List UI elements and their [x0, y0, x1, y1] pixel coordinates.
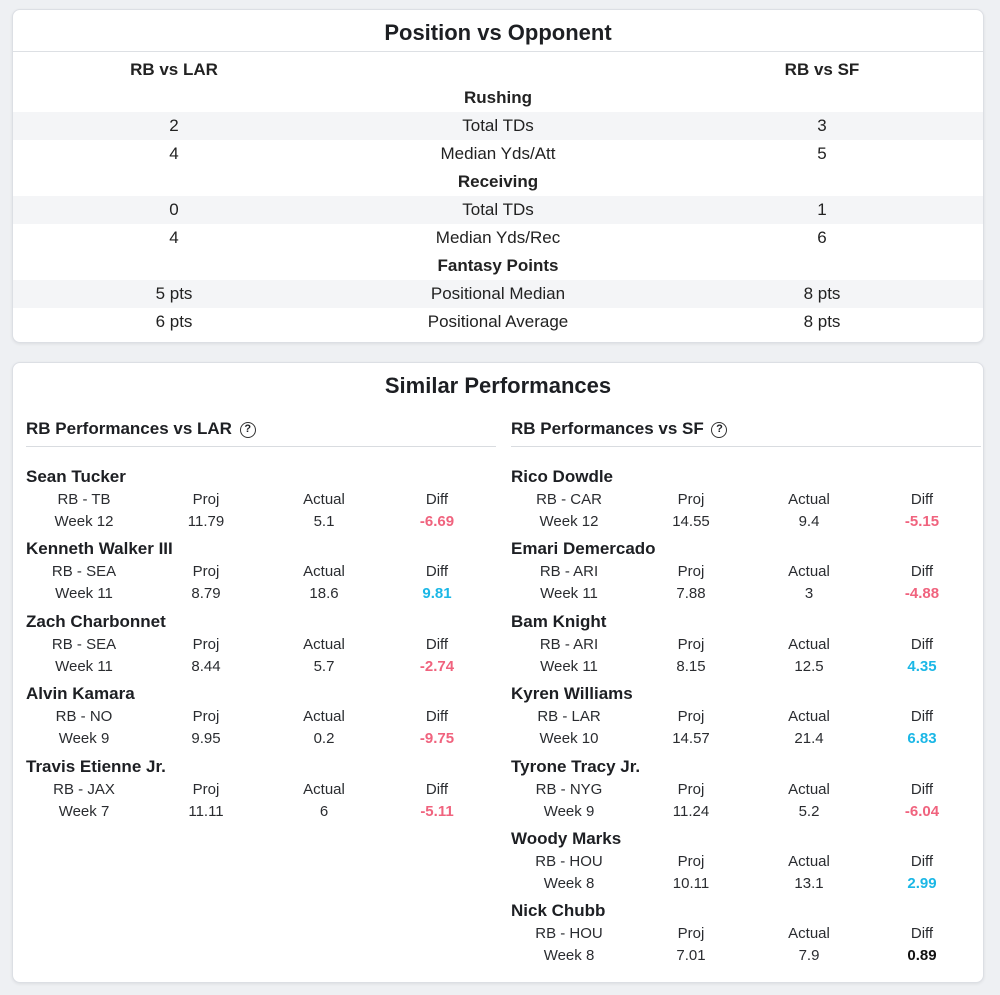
actual-value: 3	[804, 585, 814, 603]
diff-label: Diff	[910, 563, 934, 581]
proj-label: Proj	[677, 708, 705, 726]
performance-entry	[26, 684, 496, 756]
pvo-stat-right-value: 1	[817, 200, 827, 219]
player-name: Alvin Kamara	[26, 684, 135, 704]
diff-value: -6.69	[419, 513, 455, 530]
diff-label: Diff	[425, 780, 449, 798]
team-position: RB - SEA	[51, 635, 117, 653]
performance-entry	[26, 539, 496, 611]
pvo-stat-label: Median Yds/Rec	[435, 228, 561, 247]
sp-header-lar	[26, 419, 496, 447]
proj-value: 14.55	[672, 513, 710, 530]
team-position: RB - NYG	[535, 780, 603, 798]
proj-value: 11.24	[672, 802, 710, 820]
diff-label: Diff	[425, 635, 449, 653]
performance-entry	[511, 684, 981, 756]
actual-value: 7.9	[798, 947, 820, 965]
week-value: Week 8	[543, 947, 595, 965]
stat-value-row	[511, 511, 981, 533]
pvo-stat-label: Total TDs	[462, 116, 534, 135]
sp-title: Similar Performances	[384, 373, 612, 398]
player-name: Bam Knight	[511, 611, 607, 631]
proj-label: Proj	[677, 925, 705, 943]
week-value: Week 11	[540, 585, 598, 603]
performance-entry	[511, 612, 981, 684]
proj-label: Proj	[192, 708, 220, 726]
pvo-stat-row	[13, 224, 983, 252]
proj-value: 14.57	[672, 730, 710, 748]
diff-value: 4.35	[907, 657, 937, 675]
pvo-stat-right-value: 3	[817, 116, 827, 135]
actual-value: 0.2	[313, 730, 335, 748]
player-name: Zach Charbonnet	[26, 611, 166, 631]
actual-label: Actual	[303, 563, 345, 581]
pvo-stat-row	[13, 140, 983, 168]
team-position: RB - HOU	[535, 925, 603, 943]
performance-entry	[511, 757, 981, 829]
player-name: Travis Etienne Jr.	[26, 756, 166, 776]
proj-label: Proj	[192, 635, 220, 653]
proj-label: Proj	[192, 563, 220, 581]
stat-value-row	[26, 801, 496, 823]
title-divider	[13, 51, 983, 52]
actual-label: Actual	[303, 635, 345, 653]
player-name: Emari Demercado	[511, 539, 656, 559]
proj-value: 11.11	[188, 802, 224, 820]
week-value: Week 10	[539, 730, 599, 748]
pvo-section-row	[13, 84, 983, 112]
team-position: RB - ARI	[539, 635, 599, 653]
pvo-stat-row	[13, 308, 983, 336]
week-value: Week 11	[540, 657, 598, 675]
actual-label: Actual	[788, 853, 830, 870]
stat-value-row	[511, 656, 981, 678]
pvo-section-label: Fantasy Points	[437, 256, 559, 275]
week-value: Week 9	[543, 802, 595, 820]
question-circle-icon[interactable]: ?	[711, 422, 727, 438]
team-position: RB - TB	[57, 491, 111, 508]
proj-value: 9.95	[191, 730, 221, 748]
pvo-column-headers	[13, 56, 983, 84]
team-position: RB - LAR	[537, 708, 601, 726]
sp-header-label: RB Performances vs SF	[511, 419, 704, 438]
pvo-stat-label: Positional Average	[427, 312, 569, 331]
actual-label: Actual	[788, 635, 830, 653]
sp-header-sf	[511, 419, 981, 447]
actual-value: 21.4	[794, 730, 824, 748]
player-name: Tyrone Tracy Jr.	[511, 756, 641, 776]
actual-value: 18.6	[309, 585, 339, 603]
pvo-stat-left-value: 0	[169, 200, 179, 219]
actual-label: Actual	[303, 708, 345, 726]
pvo-section-label: Receiving	[457, 172, 539, 191]
week-value: Week 11	[55, 585, 113, 603]
stat-value-row	[511, 945, 981, 967]
player-name: Kyren Williams	[511, 684, 633, 704]
stat-header-row	[511, 851, 981, 873]
actual-value: 9.4	[798, 513, 820, 530]
stat-value-row	[26, 656, 496, 678]
actual-label: Actual	[788, 925, 830, 943]
stat-header-row	[26, 634, 496, 656]
diff-label: Diff	[910, 491, 934, 508]
proj-label: Proj	[677, 635, 705, 653]
actual-value: 6	[319, 802, 329, 820]
performance-entry	[511, 901, 981, 973]
diff-value: -4.88	[904, 585, 940, 603]
proj-value: 8.15	[676, 657, 706, 675]
stat-header-row	[26, 779, 496, 801]
pvo-stat-row	[13, 196, 983, 224]
week-value: Week 11	[55, 657, 113, 675]
proj-value: 7.01	[676, 947, 706, 965]
pvo-stat-left-value: 5 pts	[155, 284, 193, 303]
diff-label: Diff	[910, 708, 934, 726]
proj-value: 8.79	[191, 585, 221, 603]
week-value: Week 7	[58, 802, 110, 820]
player-name: Kenneth Walker III	[26, 539, 173, 559]
stat-header-row	[511, 923, 981, 945]
team-position: RB - CAR	[536, 491, 602, 508]
stat-value-row	[26, 728, 496, 750]
pvo-stat-right-value: 6	[817, 228, 827, 247]
diff-label: Diff	[910, 853, 934, 870]
proj-label: Proj	[677, 780, 705, 798]
week-value: Week 8	[543, 875, 595, 892]
sp-header-label: RB Performances vs LAR	[26, 419, 232, 438]
pvo-stat-right-value: 8 pts	[803, 312, 841, 331]
similar-performances-card	[12, 362, 984, 983]
proj-value: 7.88	[676, 585, 706, 603]
diff-value: -5.15	[904, 513, 940, 530]
question-circle-icon[interactable]: ?	[240, 422, 256, 438]
pvo-stat-label: Total TDs	[462, 200, 534, 219]
diff-label: Diff	[425, 563, 449, 581]
proj-value: 11.79	[187, 513, 225, 530]
proj-value: 8.44	[191, 657, 221, 675]
pvo-stat-left-value: 2	[169, 116, 179, 135]
actual-value: 5.7	[313, 657, 335, 675]
actual-label: Actual	[788, 563, 830, 581]
position-vs-opponent-card	[12, 9, 984, 343]
stat-header-row	[26, 706, 496, 728]
stat-header-row	[511, 779, 981, 801]
pvo-section-label: Rushing	[464, 88, 532, 107]
team-position: RB - HOU	[535, 853, 603, 870]
actual-value: 5.1	[313, 513, 335, 530]
proj-label: Proj	[677, 491, 705, 508]
diff-label: Diff	[910, 635, 934, 653]
proj-label: Proj	[192, 780, 220, 798]
pvo-stat-right-value: 5	[817, 144, 827, 163]
performance-entry	[26, 612, 496, 684]
pvo-right-header: RB vs SF	[784, 60, 860, 79]
diff-value: 9.81	[422, 585, 452, 603]
team-position: RB - NO	[55, 708, 113, 726]
pvo-stat-row	[13, 112, 983, 140]
proj-label: Proj	[677, 853, 705, 870]
actual-label: Actual	[788, 780, 830, 798]
stat-header-row	[26, 489, 496, 511]
performance-entry	[26, 467, 496, 539]
actual-label: Actual	[788, 708, 830, 726]
stat-value-row	[26, 583, 496, 605]
diff-value: 6.83	[907, 730, 937, 748]
stat-header-row	[511, 634, 981, 656]
diff-value: -5.11	[420, 802, 454, 820]
team-position: RB - ARI	[539, 563, 599, 581]
pvo-stat-row	[13, 280, 983, 308]
diff-value: 0.89	[907, 947, 937, 965]
pvo-section-row	[13, 252, 983, 280]
stat-header-row	[511, 561, 981, 583]
diff-label: Diff	[425, 708, 449, 726]
actual-value: 5.2	[798, 802, 820, 820]
stat-header-row	[26, 561, 496, 583]
stat-value-row	[511, 873, 981, 895]
player-name: Nick Chubb	[511, 901, 606, 921]
pvo-stat-left-value: 4	[169, 228, 179, 247]
week-value: Week 12	[54, 513, 114, 530]
actual-label: Actual	[303, 491, 345, 508]
team-position: RB - JAX	[53, 780, 115, 798]
stat-value-row	[511, 728, 981, 750]
diff-value: -2.74	[419, 657, 455, 675]
player-name: Rico Dowdle	[511, 467, 614, 486]
pvo-stat-left-value: 4	[169, 144, 179, 163]
proj-label: Proj	[192, 491, 220, 508]
pvo-left-header: RB vs LAR	[130, 60, 218, 79]
diff-label: Diff	[425, 491, 449, 508]
diff-value: -9.75	[419, 730, 455, 748]
performance-entry	[511, 467, 981, 539]
actual-value: 12.5	[794, 657, 824, 675]
pvo-stat-label: Positional Median	[430, 284, 566, 303]
pvo-title: Position vs Opponent	[384, 20, 612, 45]
stat-header-row	[511, 489, 981, 511]
diff-label: Diff	[910, 780, 934, 798]
stat-header-row	[511, 706, 981, 728]
proj-label: Proj	[677, 563, 705, 581]
stat-value-row	[26, 511, 496, 533]
team-position: RB - SEA	[51, 563, 117, 581]
proj-value: 10.11	[672, 875, 710, 892]
performance-entry	[511, 539, 981, 611]
pvo-stat-left-value: 6 pts	[155, 312, 193, 331]
actual-value: 13.1	[794, 875, 824, 892]
stat-value-row	[511, 583, 981, 605]
actual-label: Actual	[788, 491, 830, 508]
actual-label: Actual	[303, 780, 345, 798]
stat-value-row	[511, 801, 981, 823]
performance-entry	[26, 757, 496, 829]
pvo-section-row	[13, 168, 983, 196]
diff-value: -6.04	[904, 802, 940, 820]
pvo-stat-label: Median Yds/Att	[440, 144, 556, 163]
week-value: Week 9	[58, 730, 110, 748]
diff-value: 2.99	[907, 875, 937, 892]
player-name: Sean Tucker	[26, 467, 126, 486]
pvo-stat-right-value: 8 pts	[803, 284, 841, 303]
player-name: Woody Marks	[511, 829, 622, 848]
performance-entry	[511, 829, 981, 901]
week-value: Week 12	[539, 513, 599, 530]
diff-label: Diff	[910, 925, 934, 943]
